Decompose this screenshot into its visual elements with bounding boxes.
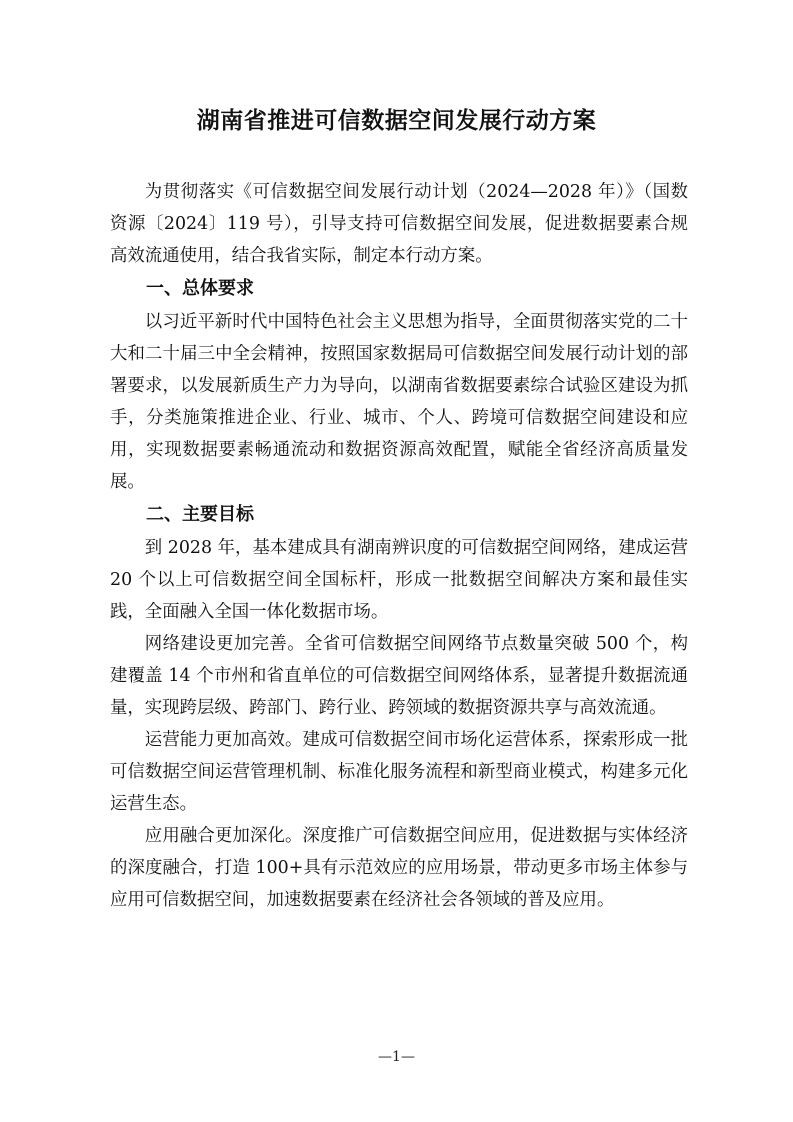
intro-paragraph: 为贯彻落实《可信数据空间发展行动计划（2024—2028 年）》（国数资源〔2024〕119 号），引导支持可信数据空间发展，促进数据要素合规高效流通使用，结合我省实际，制定本行动方案。 (110, 182, 688, 266)
section-paragraph: 运营能力更加高效。建成可信数据空间市场化运营体系，探索形成一批可信数据空间运营管理机制、标准化服务流程和新型商业模式，构建多元化运营生态。 (110, 730, 688, 814)
document-title: 湖南省推进可信数据空间发展行动方案 (196, 108, 597, 134)
page-number: —1— (378, 1049, 415, 1065)
section-heading: 一、总体要求 (146, 278, 254, 299)
section-paragraph: 到 2028 年，基本建成具有湖南辨识度的可信数据空间网络，建成运营 20 个以上可信数据空间全国标杆，形成一批数据空间解决方案和最佳实践，全面融入全国一体化数据市场。 (110, 538, 688, 622)
section-heading: 二、主要目标 (146, 504, 254, 525)
document-body (110, 176, 688, 916)
section-paragraph: 网络建设更加完善。全省可信数据空间网络节点数量突破 500 个，构建覆盖 14 个市州和省直单位的可信数据空间网络体系，显著提升数据流通量，实现跨层级、跨部门、跨行业、跨领域的数据资源共享与高效流通。 (110, 634, 688, 718)
section-general-requirements (110, 272, 688, 498)
section-paragraph: 以习近平新时代中国特色社会主义思想为指导，全面贯彻落实党的二十大和二十届三中全会精神，按照国家数据局可信数据空间发展行动计划的部署要求，以发展新质生产力为导向，以湖南省数据要素综合试验区建设为抓手，分类施策推进企业、行业、城市、个人、跨境可信数据空间建设和应用，实现数据要素畅通流动和数据资源高效配置，赋能全省经济高质量发展。 (110, 312, 688, 492)
section-paragraph: 应用融合更加深化。深度推广可信数据空间应用，促进数据与实体经济的深度融合，打造 100+具有示范效应的应用场景，带动更多市场主体参与应用可信数据空间，加速数据要素在经济社会各领域的普及应用。 (110, 826, 688, 910)
section-main-goals (110, 498, 688, 916)
